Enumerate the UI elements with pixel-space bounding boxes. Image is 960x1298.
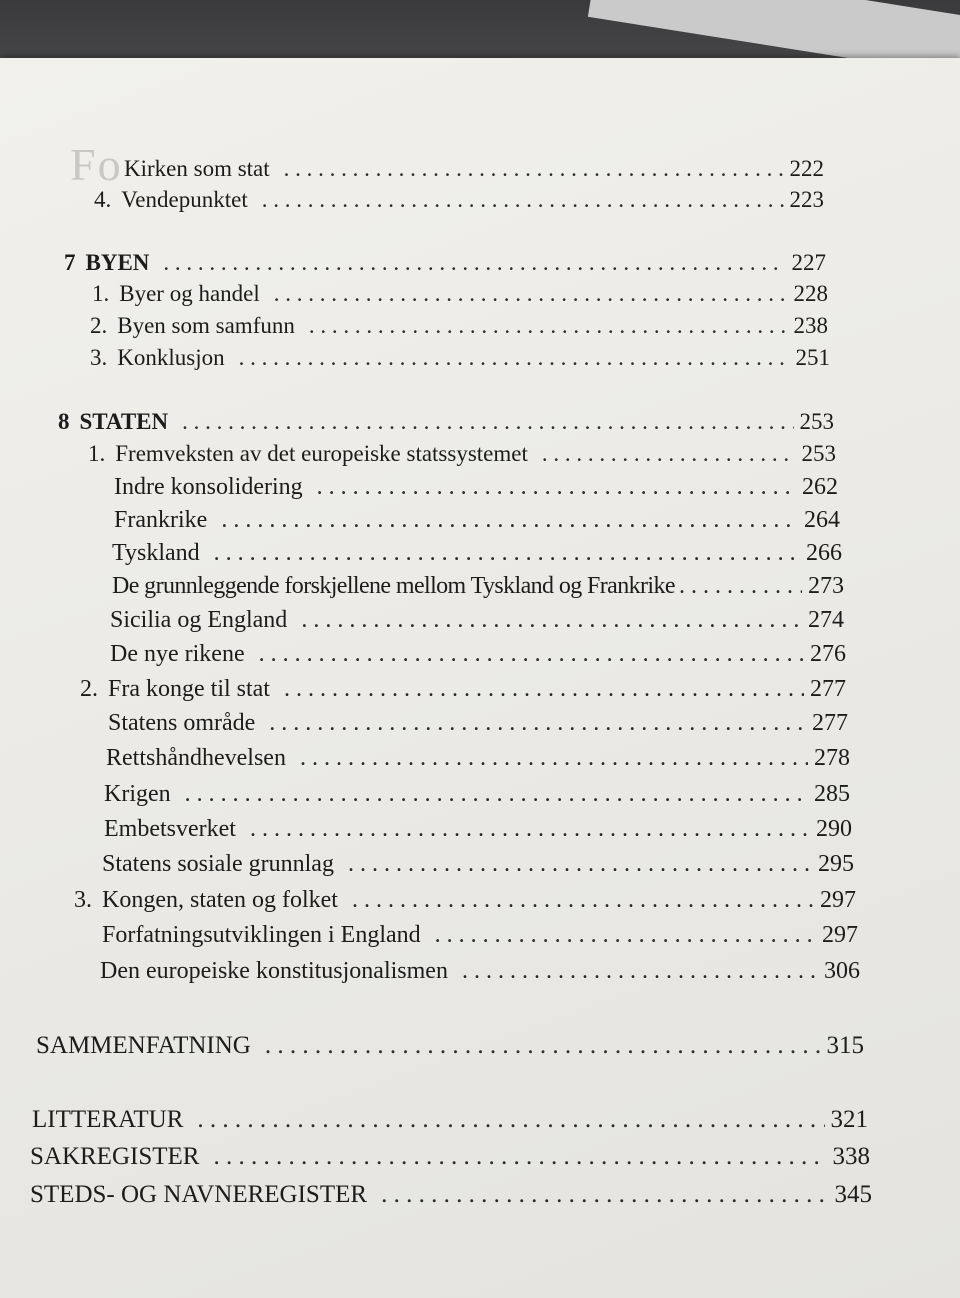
dot-leader — [274, 281, 788, 307]
dot-leader — [197, 1106, 824, 1134]
toc-entry-page: 274 — [808, 607, 844, 633]
toc-entry — [74, 887, 856, 914]
toc-entry-number: 3. — [90, 345, 108, 370]
toc-entry-title: Sicilia og England — [110, 607, 288, 633]
toc-entry-page: 295 — [818, 851, 854, 877]
dot-leader — [185, 781, 808, 808]
toc-entry-title: Byen som samfunn — [117, 313, 295, 338]
dot-leader — [352, 887, 814, 914]
toc-entry-title: Kongen, staten og folket — [102, 887, 338, 913]
dot-leader — [679, 573, 802, 600]
toc-entry-page: 251 — [795, 345, 830, 370]
toc-entry-page: 227 — [791, 250, 826, 275]
toc-entry-number: 7 — [64, 250, 76, 275]
toc-entry — [90, 345, 830, 371]
dot-leader — [214, 540, 800, 567]
toc-entry-title: Byer og handel — [119, 281, 260, 306]
toc-entry-page: 277 — [810, 676, 846, 702]
dot-leader — [239, 345, 790, 371]
toc-entry — [90, 313, 828, 339]
dot-leader — [262, 187, 784, 213]
toc-entry-page: 238 — [793, 313, 828, 338]
dot-leader — [300, 745, 808, 772]
toc-entry-number: 8 — [58, 409, 70, 434]
toc-entry-number: 3. — [74, 887, 92, 913]
toc-entry-title: LITTERATUR — [32, 1106, 184, 1133]
dot-leader — [462, 958, 818, 985]
toc-entry-page: 297 — [822, 922, 858, 948]
toc-entry-page: 306 — [824, 958, 860, 984]
toc-entry — [100, 958, 860, 985]
toc-entry-page: 266 — [806, 540, 842, 566]
dot-leader — [309, 313, 788, 339]
toc-entry-title: Indre konsolidering — [114, 474, 303, 500]
toc-entry — [108, 710, 848, 737]
toc-entry — [94, 187, 824, 213]
toc-entry-title: Krigen — [104, 781, 171, 807]
dot-leader — [250, 816, 810, 843]
toc-entry — [124, 156, 824, 182]
toc-entry-title: Frankrike — [114, 507, 208, 533]
dot-leader — [213, 1143, 826, 1171]
toc-entry-title: BYEN — [85, 250, 150, 275]
toc-entry-title: De nye rikene — [110, 641, 245, 667]
toc-entry-title: STATEN — [79, 409, 169, 434]
toc-entry-title: Tyskland — [112, 540, 200, 566]
dot-leader — [259, 641, 804, 668]
dot-leader — [182, 409, 793, 435]
toc-chapter-entry — [58, 409, 834, 435]
toc-entry-page: 315 — [826, 1032, 864, 1059]
toc-back-matter-entry — [32, 1106, 868, 1134]
toc-entry-title: Rettshåndhevelsen — [106, 745, 286, 771]
toc-entry-title: Fremveksten av det europeiske statssystemet — [115, 441, 528, 466]
toc-entry-number: 2. — [80, 676, 98, 702]
toc-entry-page: 285 — [814, 781, 850, 807]
toc-entry-title: SAKREGISTER — [30, 1143, 200, 1170]
toc-entry-page: 276 — [810, 641, 846, 667]
toc-entry-page: 277 — [812, 710, 848, 736]
dot-leader — [284, 156, 784, 182]
dot-leader — [542, 441, 796, 467]
toc-entry-number: 4. — [94, 187, 112, 212]
toc-entry-number: 2. — [90, 313, 108, 338]
toc-entry-page: 273 — [808, 573, 844, 599]
toc-entry-page: 253 — [799, 409, 834, 434]
toc-entry-title: Statens sosiale grunnlag — [102, 851, 334, 877]
toc-entry-number: 1. — [92, 281, 110, 306]
toc-entry — [92, 281, 828, 307]
toc-entry-page: 228 — [793, 281, 828, 306]
toc-entry — [110, 607, 844, 634]
toc-entry — [106, 745, 850, 772]
dot-leader — [284, 676, 804, 703]
toc-entry — [114, 474, 838, 501]
toc-entry — [80, 676, 846, 703]
dot-leader — [317, 474, 796, 501]
toc-entry-page: 223 — [789, 187, 824, 212]
toc-entry-title: SAMMENFATNING — [36, 1032, 251, 1059]
toc-entry — [112, 540, 842, 567]
toc-entry-page: 338 — [832, 1143, 870, 1170]
toc-entry-page: 290 — [816, 816, 852, 842]
toc-entry-number: 1. — [88, 441, 106, 466]
toc-entry — [88, 441, 836, 467]
toc-entry-page: 262 — [802, 474, 838, 500]
dot-leader — [348, 851, 812, 878]
toc-entry-page: 278 — [814, 745, 850, 771]
toc-entry-title: Kirken som stat — [124, 156, 270, 181]
toc-entry-page: 297 — [820, 887, 856, 913]
toc-entry-title: STEDS- OG NAVNEREGISTER — [30, 1181, 368, 1208]
dot-leader — [265, 1032, 821, 1060]
toc-entry-page: 321 — [830, 1106, 868, 1133]
dot-leader — [301, 607, 802, 634]
dot-leader — [221, 507, 798, 534]
toc-entry-title: Embetsverket — [104, 816, 236, 842]
toc-entry-page: 253 — [801, 441, 836, 466]
dot-leader — [381, 1181, 828, 1209]
toc-entry — [112, 573, 844, 600]
toc-back-matter-entry — [30, 1143, 870, 1171]
toc-entry-page: 345 — [834, 1181, 872, 1208]
toc-entry-page: 222 — [789, 156, 824, 181]
toc-entry — [102, 922, 858, 949]
toc-entry — [102, 851, 854, 878]
toc-entry-title: Konklusjon — [117, 345, 225, 370]
toc-entry — [114, 507, 840, 534]
toc-entry-page: 264 — [804, 507, 840, 533]
toc-entry-title: Vendepunktet — [121, 187, 248, 212]
toc-entry — [110, 641, 846, 668]
toc-entry-title: Forfatningsutviklingen i England — [102, 922, 421, 948]
toc-entry-title: Statens område — [108, 710, 256, 736]
show-through-text: Fo — [70, 139, 123, 190]
dot-leader — [269, 710, 806, 737]
toc-entry-title: Den europeiske konstitusjonalismen — [100, 958, 448, 984]
toc-entry — [104, 781, 850, 808]
toc-back-matter-entry — [36, 1032, 864, 1060]
dot-leader — [163, 250, 785, 276]
toc-entry-title: De grunnleggende forskjellene mellom Tyskland og Frankrike — [112, 573, 675, 599]
dot-leader — [435, 922, 816, 949]
toc-chapter-entry — [64, 250, 826, 276]
toc-back-matter-entry — [30, 1181, 872, 1209]
toc-entry-title: Fra konge til stat — [108, 676, 270, 702]
toc-entry — [104, 816, 852, 843]
